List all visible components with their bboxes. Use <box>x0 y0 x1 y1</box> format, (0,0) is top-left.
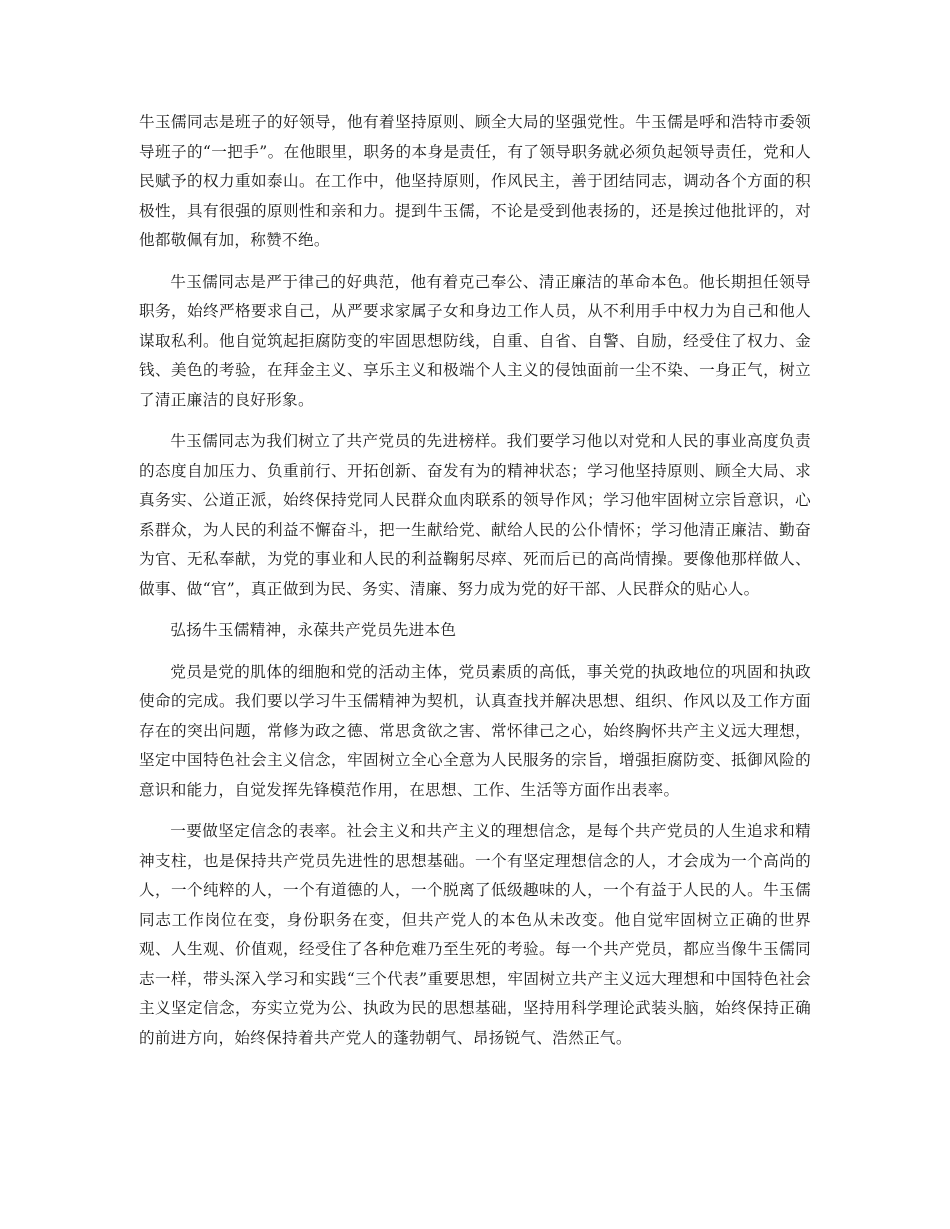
document-page <box>139 108 811 1065</box>
paragraph-2: 牛玉儒同志是严于律己的好典范，他有着克己奉公、清正廉洁的革命本色。他长期担任领导职务，始终严格要求自己，从严要求家属子女和身边工作人员，从不利用手中权力为自己和他人谋取私利。他自觉筑起拒腐防变的牢固思想防线，自重、自省、自警、自励，经受住了权力、金钱、美色的考验，在拜金主义、享乐主义和极端个人主义的侵蚀面前一尘不染、一身正气，树立了清正廉洁的良好形象。 <box>139 272 811 409</box>
paragraph-1: 牛玉儒同志是班子的好领导，他有着坚持原则、顾全大局的坚强党性。牛玉儒是呼和浩特市委领导班子的“一把手”。在他眼里，职务的本身是责任，有了领导职务就必须负起领导责任，党和人民赋予的权力重如泰山。在工作中，他坚持原则，作风民主，善于团结同志，调动各个方面的积极性，具有很强的原则性和亲和力。提到牛玉儒，不论是受到他表扬的，还是挨过他批评的，对他都敬佩有加，称赞不绝。 <box>139 113 811 249</box>
paragraph-6: 一要做坚定信念的表率。社会主义和共产主义的理想信念，是每个共产党员的人生追求和精神支柱，也是保持共产党员先进性的思想基础。一个有坚定理想信念的人，才会成为一个高尚的人，一个纯粹的人，一个有道德的人，一个脱离了低级趣味的人，一个有益于人民的人。牛玉儒同志工作岗位在变，身份职务在变，但共产党人的本色从未改变。他自觉牢固树立正确的世界观、人生观、价值观，经受住了各种危难乃至生死的考验。每一个共产党员，都应当像牛玉儒同志一样，带头深入学习和实践“三个代表”重要思想，牢固树立共产主义远大理想和中国特色社会主义坚定信念，夯实立党为公、执政为民的思想基础，坚持用科学理论武装头脑，始终保持正确的前进方向，始终保持着共产党人的蓬勃朝气、昂扬锐气、浩然正气。 <box>139 822 811 1047</box>
paragraph-3: 牛玉儒同志为我们树立了共产党员的先进榜样。我们要学习他以对党和人民的事业高度负责的态度自加压力、负重前行、开拓创新、奋发有为的精神状态；学习他坚持原则、顾全大局、求真务实、公道正派，始终保持党同人民群众血肉联系的领导作风；学习他牢固树立宗旨意识，心系群众，为人民的利益不懈奋斗，把一生献给党、献给人民的公仆情怀；学习他清正廉洁、勤奋为官、无私奉献，为党的事业和人民的利益鞠躬尽瘁、死而后已的高尚情操。要像他那样做人、做事、做“官”，真正做到为民、务实、清廉、努力成为党的好干部、人民群众的贴心人。 <box>139 432 811 598</box>
section-heading: 弘扬牛玉儒精神，永葆共产党员先进本色 <box>170 621 457 639</box>
paragraph-5: 党员是党的肌体的细胞和党的活动主体，党员素质的高低，事关党的执政地位的巩固和执政使命的完成。我们要以学习牛玉儒精神为契机，认真查找并解决思想、组织、作风以及工作方面存在的突出问题，常修为政之德、常思贪欲之害、常怀律己之心，始终胸怀共产主义远大理想，坚定中国特色社会主义信念，牢固树立全心全意为人民服务的宗旨，增强拒腐防变、抵御风险的意识和能力，自觉发挥先锋模范作用，在思想、工作、生活等方面作出表率。 <box>139 662 811 799</box>
